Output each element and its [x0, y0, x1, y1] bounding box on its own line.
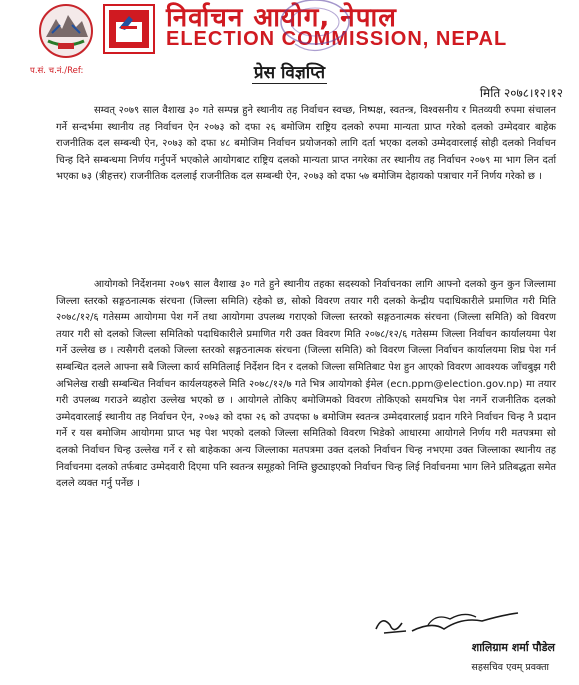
- document-date: मिति २०७८।१२।१२: [479, 86, 563, 100]
- paragraph-2: आयोगको निर्देशनमा २०७९ साल वैशाख ३० गते हुने स्थानीय तहका सदस्यको निर्वाचनका लागि आफ्नो दलको कुन कुन जिल्लामा जिल्ला स्तरको सङ्गठनात्मक संरचना (जिल्ला समिति) रहेको छ, सोको विवरण तयार गरी दलको केन्द्रीय पदाधिकारीले प्रमाणित गरी मिति २०७८/१२/६ गतेसम्म आयोगमा पेश गर्ने तथा आयोगमा उपलब्ध गराएको जिल्ला स्तरको सङ्गठनात्मक संरचना (जिल्ला समिति) को विवरण तयार गरी सो दलको जिल्ला समितिको पदाधिकारीले प्रमाणित गरी उक्त विवरण मिति २०७८/१२/६ गतेसम्म जिल्ला निर्वाचन कार्यालयमा पेश गर्ने उल्लेख छ । त्यसैगरी दलको जिल्ला स्तरको सङ्गठनात्मक संरचना (जिल्ला समिति) को विवरण जिल्ला निर्वाचन कार्यालयमा शिघ्र पेश गर्न सम्बन्धित दलले आफ्ना सबै जिल्ला कार्य समितिलाई निर्देशन दिन र दलको जिल्ला समितिबाट पेश हुन आएको विवरण आवश्यक जाँचबुझ गरी अभिलेख राखी सम्बन्धित निर्वाचन कार्यलयहरुले मिति २०७८/१२/७ गते भित्र आयोगको ईमेल (ecn.ppm@election.gov.np) मा तयार गरी उपलब्ध गराउने ब्यहोरा उल्लेख भएको छ । आयोगले तोकिए बमोजिमको विवरण तोकिएको समयभित्र पेश नगर्ने राजनीतिक दलको उम्मेदवारलाई स्थानीय तह निर्वाचन ऐन, २०७३ को दफा २६ को उपदफा ७ बमोजिम स्वतन्त्र उम्मेदवारलाई प्रदान गरिने निर्वाचन चिन्ह नै प्रदान गर्ने र यस बमोजिम आयोगमा प्राप्त भइ पेश भएको दलको जिल्ला समितिको विवरण भिडेको आधारमा आयोगले निर्णय गरी मतपत्रमा सो दलको निर्वाचन चिन्ह उल्लेख गर्ने र सो बाहेकका अन्य जिल्लाका मतपत्रमा उक्त दलको निर्वाचन चिन्ह नभएमा उक्त जिल्लाका स्थानीय तह निर्वाचनमा दलको तर्फबाट उम्मेदवारी दिएमा पनि स्वतन्त्र समूहको निम्ति छुट्याइएको निर्वाचन चिन्ह लिई निर्वाचनमा भाग लिने प्रतिबद्धता समेत दलले व्यक्त गर्नु पर्नेछ ।: [56, 279, 556, 490]
- nepal-emblem-icon: [38, 3, 94, 59]
- signatory-designation: सहसचिव एवम् प्रवक्ता: [471, 662, 549, 673]
- letterhead-title-nepali: निर्वाचन आयोग, नेपाल: [166, 3, 397, 33]
- page-title: [0, 60, 579, 83]
- reference-number-label: प.सं. च.नं./Ref:: [30, 66, 84, 76]
- letterhead: [0, 0, 579, 62]
- paragraph-1: सम्वत् २०७९ साल वैशाख ३० गते सम्पन्न हुने स्थानीय तह निर्वाचन स्वच्छ, निष्पक्ष, स्वतन्त्र, विश्वसनीय र मितव्ययी रुपमा संचालन गर्ने सन्दर्भमा स्थानीय तह निर्वाचन ऐन २०७३ को दफा २६ बमोजिम राष्ट्रिय दलको रुपमा मान्यता प्राप्त गरेको दलको उम्मेदवार बाहेक राजनीतिक दल सम्बन्धी ऐन, २०७३ को दफा ४८ बमोजिम निर्वाचन प्रयोजनको लागि दर्ता भएका दलको उम्मेदवारलाई सोही दलको निर्वाचन चिन्ह दिने सम्बन्धमा निर्णय गर्नुपर्ने भएकोले आयोगबाट राष्ट्रिय दलको मान्यता प्राप्त नगरेका तर स्थानीय तह निर्वाचन २०७९ मा भाग लिन दर्ता भएका ७३ (त्रीहत्तर) राजनीतिक दललाई राजनीतिक दल सम्बन्धी ऐन, २०७३ को दफा ५७ बमोजिम देहायको पत्राचार गर्ने निर्णय गरेको छ ।: [56, 105, 556, 183]
- press-release-heading: प्रेस विज्ञप्ति: [253, 63, 326, 83]
- letterhead-title-english: ELECTION COMMISSION, NEPAL: [166, 28, 508, 50]
- round-stamp-icon: [255, 0, 375, 56]
- signatory-name: शालिग्राम शर्मा पौडेल: [471, 641, 555, 654]
- election-commission-logo-icon: [103, 4, 155, 54]
